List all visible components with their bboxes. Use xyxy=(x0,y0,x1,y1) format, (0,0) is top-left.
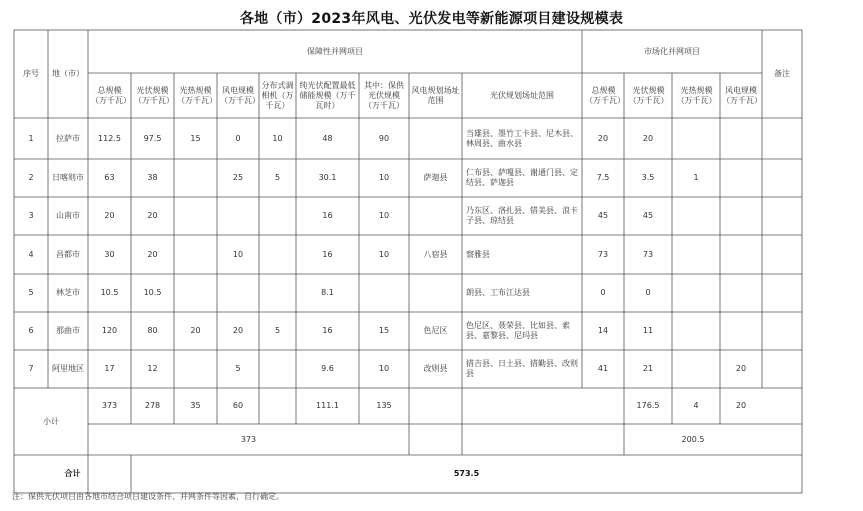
header-pv-area: 光伏规划场址范围 xyxy=(490,91,554,100)
cell-g-solar-thermal xyxy=(174,197,217,235)
footnote: 注：保供光伏项目由各地市结合项目建设条件、并网条件等因素，自行确定。 xyxy=(12,492,284,501)
cell-m-wind xyxy=(720,312,762,350)
cell-g-wind: 5 xyxy=(235,364,241,373)
cell-g-total: 120 xyxy=(101,326,118,335)
cell-m-total: 45 xyxy=(597,211,609,220)
cell-g-distributed: 10 xyxy=(272,133,283,143)
cell-g-storage: 16 xyxy=(322,326,333,335)
cell-m-pv: 0 xyxy=(645,288,651,297)
cell-g-distributed: 5 xyxy=(274,326,281,335)
subtotal-g-supply: 135 xyxy=(376,401,392,410)
cell-m-solar-thermal xyxy=(672,312,720,350)
cell-m-wind xyxy=(720,159,762,197)
subtotal-m-wind: 20 xyxy=(735,401,747,410)
cell-g-pv: 80 xyxy=(147,326,158,335)
cell-g-pv: 38 xyxy=(147,173,158,182)
cell-m-total: 14 xyxy=(597,326,609,335)
cell-g-distributed: 5 xyxy=(274,173,281,182)
cell-seq: 3 xyxy=(28,211,34,220)
cell-m-solar-thermal: 1 xyxy=(693,173,699,182)
header-m-total: 总规模（万千瓦） xyxy=(585,86,625,105)
cell-seq: 7 xyxy=(28,364,34,373)
header-g-pv-storage: 纯光伏配置最低储能规模（万千瓦时） xyxy=(299,81,356,110)
cell-g-total: 20 xyxy=(104,211,115,220)
subtotal-g-total: 373 xyxy=(101,401,118,410)
cell-g-solar-thermal xyxy=(174,274,217,312)
cell-m-pv: 73 xyxy=(642,249,654,259)
cell-g-solar-thermal xyxy=(174,235,217,274)
cell-seq: 2 xyxy=(28,173,34,182)
cell-pv-area: 色尼区、聂荣县、比如县、索县、嘉黎县、尼玛县 xyxy=(466,321,570,340)
cell-g-supply xyxy=(359,274,409,312)
cell-m-wind xyxy=(720,235,762,274)
cell-m-wind xyxy=(720,118,762,159)
subtotal-m-combined: 200.5 xyxy=(681,434,705,444)
cell-m-wind: 20 xyxy=(735,364,747,373)
cell-wind-area: 色尼区 xyxy=(423,326,448,335)
cell-g-distributed xyxy=(259,274,296,312)
cell-seq: 1 xyxy=(28,133,34,143)
total-label: 合计 xyxy=(64,469,81,478)
cell-m-wind xyxy=(720,197,762,235)
cell-city: 山南市 xyxy=(56,211,80,220)
cell-m-pv: 45 xyxy=(642,211,654,220)
cell-g-total: 30 xyxy=(104,249,115,259)
cell-g-distributed xyxy=(259,235,296,274)
cell-m-pv: 20 xyxy=(642,133,654,143)
cell-g-supply: 15 xyxy=(378,326,390,335)
table-title: 各地（市）2023年风电、光伏发电等新能源项目建设规模表 xyxy=(239,11,624,27)
cell-m-solar-thermal xyxy=(672,235,720,274)
cell-m-solar-thermal xyxy=(672,197,720,235)
cell-g-pv: 10.5 xyxy=(143,288,162,297)
subtotal-g-wind: 60 xyxy=(232,401,244,410)
cell-g-wind: 10 xyxy=(232,249,244,259)
subtotal-g-combined: 373 xyxy=(240,434,257,444)
cell-g-storage: 16 xyxy=(322,249,333,259)
cell-m-pv: 3.5 xyxy=(641,173,655,182)
cell-g-wind: 25 xyxy=(232,173,244,182)
cell-g-supply: 10 xyxy=(378,249,390,259)
cell-g-pv: 20 xyxy=(147,211,158,220)
cell-m-total: 73 xyxy=(597,249,609,259)
cell-m-solar-thermal xyxy=(672,350,720,388)
cell-g-supply: 10 xyxy=(378,364,390,373)
cell-wind-area: 改则县 xyxy=(423,364,448,373)
cell-wind-area xyxy=(409,274,462,312)
cell-pv-area: 朗县、工布江达县 xyxy=(466,288,530,297)
header-g-wind: 风电规模（万千瓦） xyxy=(220,86,260,105)
cell-m-total: 20 xyxy=(597,133,609,143)
cell-city: 那曲市 xyxy=(56,326,80,335)
cell-g-wind: 20 xyxy=(232,326,244,335)
cell-wind-area: 八宿县 xyxy=(423,249,448,259)
header-city: 地（市） xyxy=(52,69,84,78)
cell-pv-area: 察雅县 xyxy=(466,249,490,259)
header-wind-area: 风电规划场址范围 xyxy=(411,86,460,105)
header-g-pv: 光伏规模（万千瓦） xyxy=(134,86,174,105)
cell-g-solar-thermal: 20 xyxy=(190,326,201,335)
cell-g-supply: 90 xyxy=(378,133,390,143)
subtotal-m-pv: 176.5 xyxy=(636,401,660,410)
cell-g-solar-thermal xyxy=(174,159,217,197)
cell-wind-area xyxy=(409,197,462,235)
cell-wind-area: 萨迦县 xyxy=(423,173,448,182)
header-m-solar-thermal: 光热规模（万千瓦） xyxy=(676,86,717,105)
cell-m-total: 0 xyxy=(600,288,606,297)
total-value: 573.5 xyxy=(453,469,480,478)
cell-g-pv: 12 xyxy=(147,364,158,373)
cell-pv-area: 措吉县、日土县、措勤县、改则县 xyxy=(466,359,578,378)
cell-g-total: 112.5 xyxy=(98,133,121,143)
cell-g-wind: 0 xyxy=(235,133,241,143)
cell-g-wind xyxy=(217,197,259,235)
cell-g-storage: 30.1 xyxy=(318,173,337,182)
cell-m-solar-thermal xyxy=(672,118,720,159)
subtotal-g-solar-thermal: 35 xyxy=(190,401,201,410)
cell-m-pv: 21 xyxy=(642,364,654,373)
header-g-power-supply: 其中：保供光伏规模（万千瓦） xyxy=(364,81,404,110)
subtotal-m-solar-thermal: 4 xyxy=(693,401,699,410)
cell-g-total: 17 xyxy=(104,364,115,373)
header-m-wind: 风电规模（万千瓦） xyxy=(722,86,762,105)
cell-m-wind xyxy=(720,274,762,312)
cell-g-pv: 97.5 xyxy=(143,133,162,143)
cell-g-storage: 9.6 xyxy=(321,364,334,373)
cell-g-storage: 16 xyxy=(322,211,333,220)
cell-g-solar-thermal xyxy=(174,350,217,388)
cell-city: 拉萨市 xyxy=(56,133,80,143)
cell-city: 林芝市 xyxy=(56,288,80,297)
cell-g-distributed xyxy=(259,197,296,235)
header-g-total: 总规模（万千瓦） xyxy=(91,86,131,105)
header-guarantee-group: 保障性并网项目 xyxy=(307,46,363,56)
cell-pv-area: 当雄县、墨竹工卡县、尼木县、林周县、曲水县 xyxy=(466,128,578,148)
cell-g-supply: 10 xyxy=(378,173,390,182)
header-seq: 序号 xyxy=(23,69,39,78)
cell-g-wind xyxy=(217,274,259,312)
cell-g-distributed xyxy=(259,350,296,388)
cell-g-storage: 48 xyxy=(322,133,333,143)
cell-g-storage: 8.1 xyxy=(321,288,334,297)
subtotal-g-storage: 111.1 xyxy=(316,401,339,410)
header-m-pv: 光伏规模（万千瓦） xyxy=(628,86,669,105)
cell-seq: 6 xyxy=(28,326,34,335)
subtotal-label: 小计 xyxy=(43,416,59,426)
cell-city: 阿里地区 xyxy=(52,364,84,373)
cell-seq: 4 xyxy=(28,249,34,259)
cell-g-supply: 10 xyxy=(378,211,390,220)
cell-g-total: 10.5 xyxy=(100,288,119,297)
cell-g-total: 63 xyxy=(104,173,115,182)
cell-m-pv: 11 xyxy=(642,326,654,335)
cell-g-pv: 20 xyxy=(147,249,158,259)
subtotal-g-pv: 278 xyxy=(144,401,161,410)
cell-pv-area: 乃东区、洛扎县、错美县、浪卡子县、琼结县 xyxy=(466,206,578,225)
cell-m-total: 41 xyxy=(597,364,609,373)
cell-seq: 5 xyxy=(28,288,34,297)
cell-city: 日喀则市 xyxy=(52,173,84,182)
cell-m-total: 7.5 xyxy=(596,173,610,182)
cell-g-solar-thermal: 15 xyxy=(190,133,201,143)
cell-wind-area xyxy=(409,118,462,159)
cell-pv-area: 仁布县、萨嘎县、谢通门县、定结县、萨迦县 xyxy=(466,168,578,187)
header-market-group: 市场化并网项目 xyxy=(644,46,700,56)
header-g-solar-thermal: 光热规模（万千瓦） xyxy=(177,86,217,105)
cell-city: 昌都市 xyxy=(56,249,80,259)
cell-m-solar-thermal xyxy=(672,274,720,312)
header-remark: 备注 xyxy=(774,69,790,78)
header-g-distributed: 分布式调相机（万千瓦） xyxy=(261,81,294,110)
